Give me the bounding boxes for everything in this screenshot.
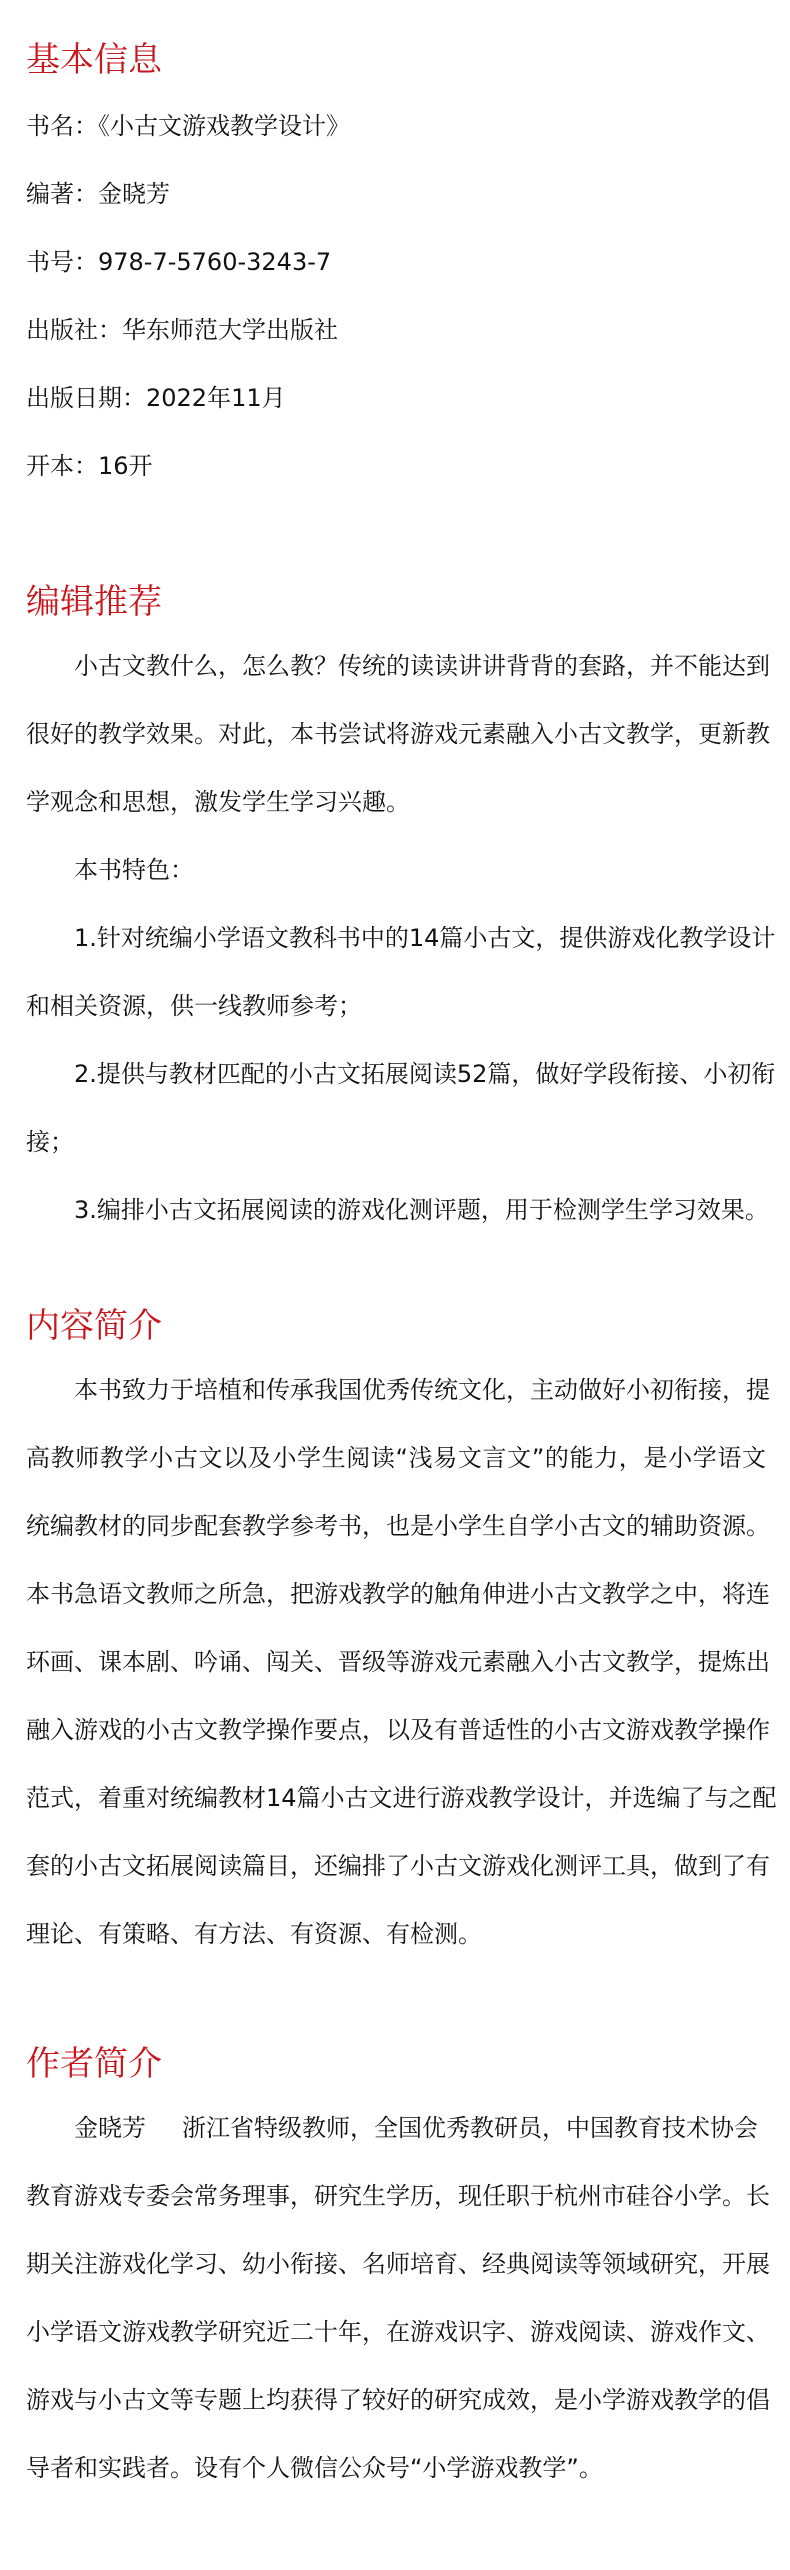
publisher-line: 出版社：华东师范大学出版社 [26,316,338,344]
publish-date-line: 出版日期：2022年11月 [26,384,286,412]
author-line: 期关注游戏化学习、幼小衔接、名师培育、经典阅读等领域研究，开展 [26,2250,770,2278]
basic-info-heading: 基本信息 [26,40,162,80]
intro-line: 套的小古文拓展阅读篇目，还编排了小古文游戏化测评工具，做到了有 [26,1852,770,1880]
author-line: 教育游戏专委会常务理事，研究生学历，现任职于杭州市硅谷小学。长 [26,2182,770,2210]
editor-recommend-body [26,632,776,1244]
intro-line: 统编教材的同步配套教学参考书，也是小学生自学小古文的辅助资源。 [26,1512,770,1540]
editor-recommend-heading: 编辑推荐 [26,582,162,622]
basic-info-list [26,92,766,500]
recommend-line: 小古文教什么，怎么教？传统的读读讲讲背背的套路，并不能达到 [74,652,770,680]
isbn-line: 书号：978-7-5760-3243-7 [26,248,332,276]
intro-line: 范式，着重对统编教材14篇小古文进行游戏教学设计，并选编了与之配 [26,1784,777,1812]
content-intro-heading: 内容简介 [26,1306,162,1346]
book-title-line: 书名：《小古文游戏教学设计》 [26,112,350,140]
author-name: 金晓芳 [74,2114,146,2142]
feature-line: 2.提供与教材匹配的小古文拓展阅读52篇，做好学段衔接、小初衔 [74,1060,776,1088]
recommend-line: 很好的教学效果。对此，本书尝试将游戏元素融入小古文教学，更新教 [26,720,770,748]
author-line: 游戏与小古文等专题上均获得了较好的研究成效，是小学游戏教学的倡 [26,2386,770,2414]
author-first-line [26,2094,766,2162]
content-intro-section [26,1302,777,1968]
feature-line: 接； [26,1128,74,1156]
basic-info-section [26,36,766,500]
feature-line: 1.针对统编小学语文教科书中的14篇小古文，提供游戏化教学设计 [74,924,776,952]
editor-recommend-section [26,578,776,1244]
author-intro-heading: 作者简介 [26,2044,162,2084]
content-intro-body [26,1356,777,1968]
author-line: 浙江省特级教师，全国优秀教研员，中国教育技术协会 [182,2114,758,2142]
format-line: 开本：16开 [26,452,153,480]
intro-line: 融入游戏的小古文教学操作要点，以及有普适性的小古文游戏教学操作 [26,1716,770,1744]
features-title: 本书特色： [74,856,194,884]
feature-line: 和相关资源，供一线教师参考； [26,992,362,1020]
author-line: 小学语文游戏教学研究近二十年，在游戏识字、游戏阅读、游戏作文、 [26,2318,770,2346]
intro-line: 本书急语文教师之所急，把游戏教学的触角伸进小古文教学之中，将连 [26,1580,770,1608]
intro-line: 高教师教学小古文以及小学生阅读“浅易文言文”的能力，是小学语文 [26,1444,766,1472]
intro-line: 环画、课本剧、吟诵、闯关、晋级等游戏元素融入小古文教学，提炼出 [26,1648,770,1676]
author-intro-body [26,2094,770,2502]
author-line: 编著：金晓芳 [26,180,170,208]
author-intro-section [26,2040,770,2502]
recommend-line: 学观念和思想，激发学生学习兴趣。 [26,788,410,816]
feature-line: 3.编排小古文拓展阅读的游戏化测评题，用于检测学生学习效果。 [74,1196,769,1224]
intro-line: 理论、有策略、有方法、有资源、有检测。 [26,1920,482,1948]
intro-line: 本书致力于培植和传承我国优秀传统文化，主动做好小初衔接，提 [74,1376,770,1404]
author-line: 导者和实践者。设有个人微信公众号“小学游戏教学”。 [26,2454,603,2482]
